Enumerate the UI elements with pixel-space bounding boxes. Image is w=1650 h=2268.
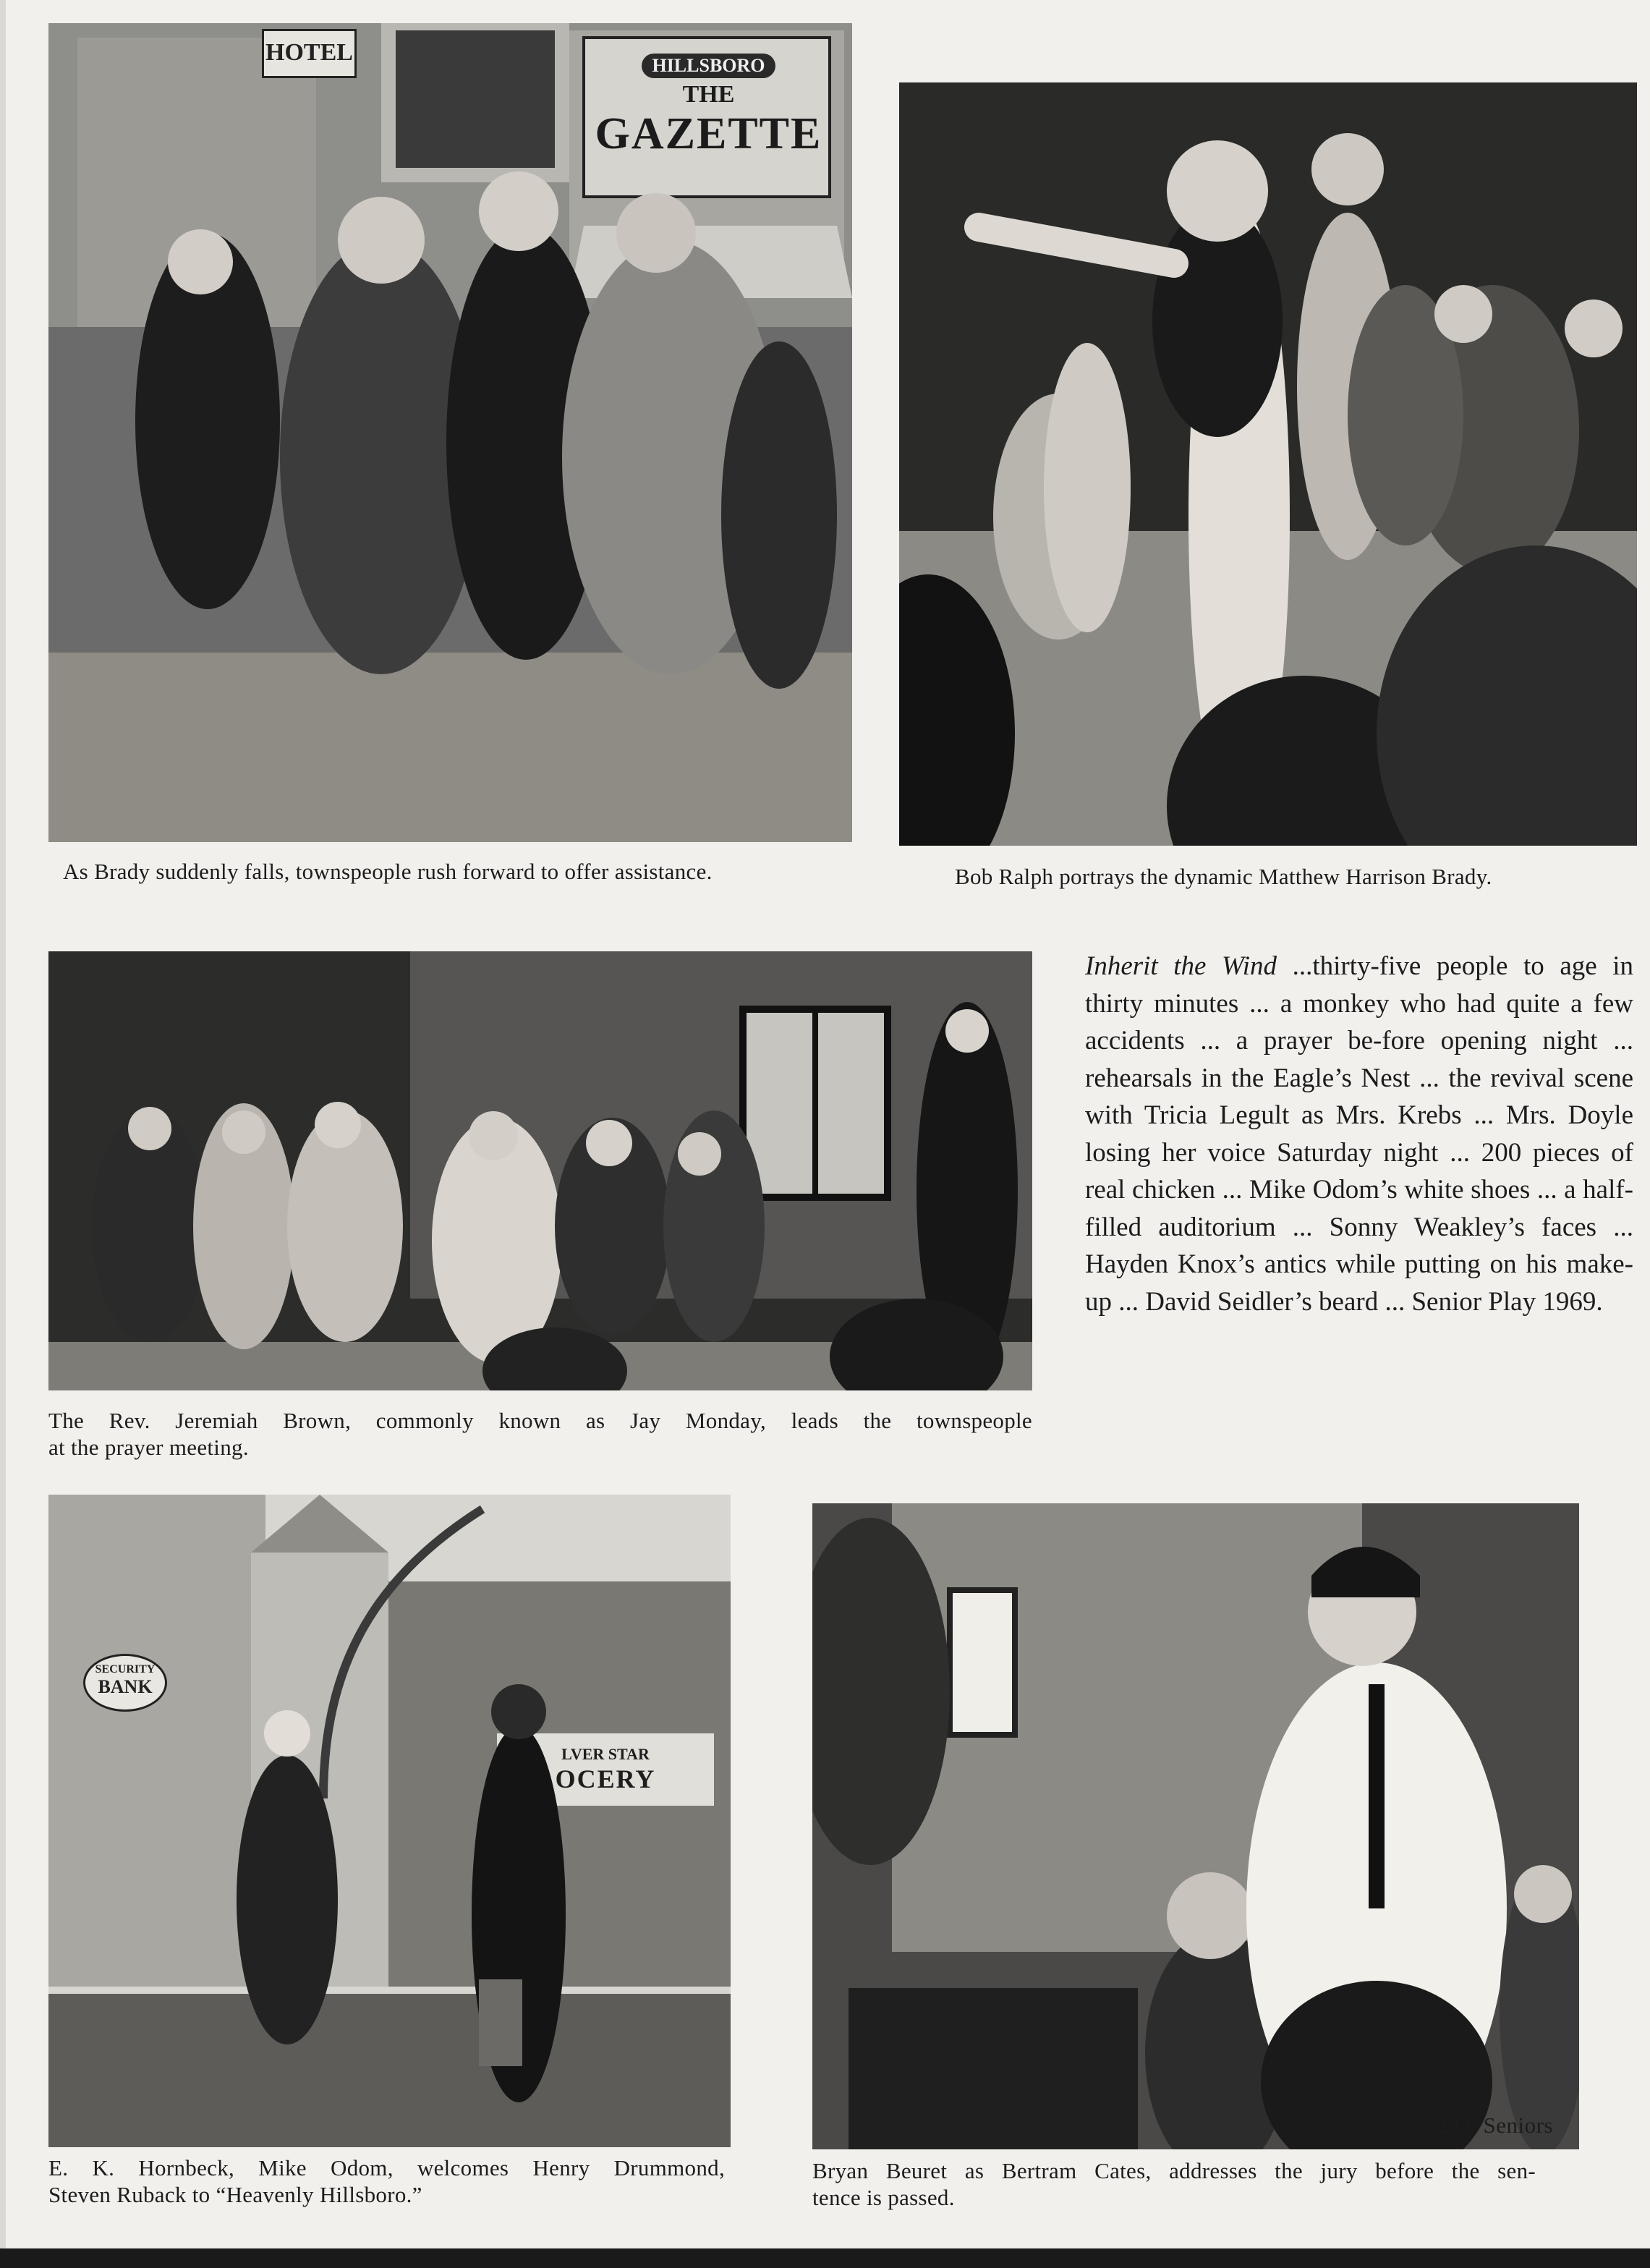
caption-photo-1: As Brady suddenly falls, townspeople rush forward to offer assistance.: [63, 859, 713, 884]
photo-heavenly-hillsboro: [48, 1495, 731, 2147]
play-summary-text: [1085, 948, 1633, 1320]
play-summary-body: ...thirty-five people to age in thirty minutes ... a monkey who had quite a few accidents ... a prayer be-fore opening night ... rehearsals in the Eagle’s Nest ... the revival scene with Tricia Legult as Mrs. Krebs ... Mrs. Doyle losing her voice Saturday night ... 200 pieces of real chicken ... Mike Odom’s white shoes ... a half-filled auditorium ... Sonny Weakley’s faces ... Hayden Knox’s antics while putting on his make-up ... David Seidler’s beard ... Senior Play 1969.: [1085, 951, 1633, 1317]
caption-photo-2: Bob Ralph portrays the dynamic Matthew Harrison Brady.: [955, 864, 1492, 889]
bank-sign-line-1: SECURITY: [95, 1663, 156, 1675]
photo-bertram-cates: [812, 1503, 1579, 2149]
page-number-folio: 293 Seniors: [1437, 2112, 1553, 2138]
caption-photo-3: [48, 1407, 1032, 1461]
caption-photo-5-line-1: Bryan Beuret as Bertram Cates, addresses the jury before the sen-: [812, 2158, 1536, 2183]
caption-photo-3-line-2: at the prayer meeting.: [48, 1435, 249, 1460]
grocery-sign-line-2: OCERY: [555, 1764, 656, 1793]
page-edge-left: [0, 0, 6, 2268]
play-title: Inherit the Wind: [1085, 951, 1277, 981]
grocery-sign-line-1: LVER STAR: [561, 1745, 650, 1763]
caption-photo-5-line-2: tence is passed.: [812, 2185, 955, 2210]
caption-photo-4: [48, 2154, 725, 2208]
bank-sign-line-2: BANK: [98, 1676, 153, 1697]
page-edge-bottom: [0, 2248, 1650, 2268]
stage-scene-illustration: [899, 82, 1637, 846]
caption-photo-4-line-2: Steven Ruback to “Heavenly Hillsboro.”: [48, 2182, 422, 2207]
security-bank-sign: [83, 1654, 167, 1712]
photo-brady-falls: [48, 23, 852, 842]
photo-bob-ralph: [899, 82, 1637, 846]
hotel-sign: HOTEL: [262, 29, 357, 78]
gazette-sign: [587, 38, 830, 190]
grocery-sign: [504, 1741, 707, 1798]
gazette-sign-line-3: GAZETTE: [595, 109, 822, 158]
stage-scene-illustration: [812, 1503, 1579, 2149]
stage-scene-illustration: [48, 951, 1032, 1390]
gazette-sign-line-2: THE: [682, 81, 735, 108]
gazette-sign-line-1: HILLSBORO: [642, 54, 775, 78]
caption-photo-4-line-1: E. K. Hornbeck, Mike Odom, welcomes Henry Drummond,: [48, 2155, 725, 2180]
caption-photo-5: [812, 2157, 1536, 2211]
caption-photo-3-line-1: The Rev. Jeremiah Brown, commonly known as Jay Monday, leads the townspeople: [48, 1408, 1032, 1433]
photo-prayer-meeting: [48, 951, 1032, 1390]
stage-scene-illustration: [48, 1495, 731, 2147]
